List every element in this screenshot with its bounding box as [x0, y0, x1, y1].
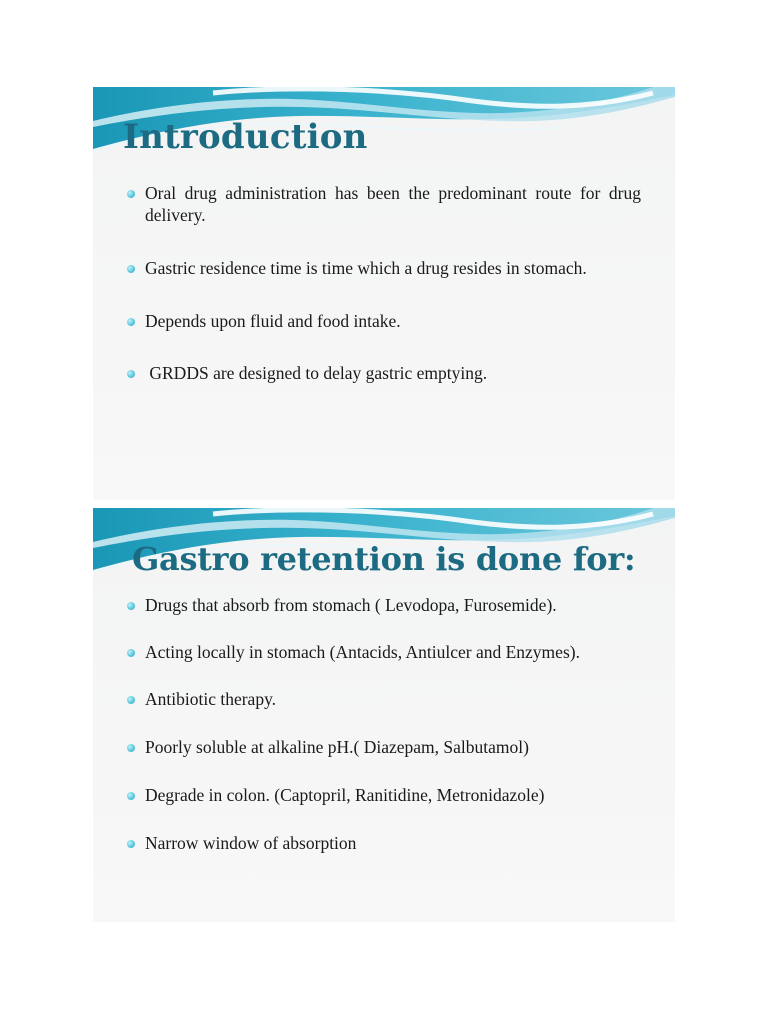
- slide-gastro-retention: [93, 508, 675, 922]
- bullet-icon: [127, 265, 135, 273]
- list-item: Narrow window of absorption: [127, 832, 641, 854]
- bullet-icon: [127, 696, 135, 704]
- bullet-icon: [127, 318, 135, 326]
- bullet-list: [127, 182, 641, 414]
- bullet-icon: [127, 602, 135, 610]
- list-item: Drugs that absorb from stomach ( Levodopa, Furosemide).: [127, 594, 641, 616]
- list-item: Oral drug administration has been the predominant route for drug delivery.: [127, 182, 641, 226]
- bullet-icon: [127, 370, 135, 378]
- slide-title: Introduction: [123, 117, 368, 157]
- bullet-icon: [127, 649, 135, 657]
- list-item: Gastric residence time is time which a drug resides in stomach.: [127, 257, 641, 279]
- bullet-icon: [127, 792, 135, 800]
- list-item: Degrade in colon. (Captopril, Ranitidine, Metronidazole): [127, 784, 641, 806]
- slide-introduction: [93, 87, 675, 500]
- bullet-icon: [127, 190, 135, 198]
- list-item: Poorly soluble at alkaline pH.( Diazepam, Salbutamol): [127, 736, 641, 758]
- list-item: Acting locally in stomach (Antacids, Antiulcer and Enzymes).: [127, 641, 641, 663]
- list-item: Depends upon fluid and food intake.: [127, 310, 641, 332]
- list-item: GRDDS are designed to delay gastric emptying.: [127, 362, 641, 384]
- slide-title: Gastro retention is done for:: [132, 540, 636, 578]
- bullet-icon: [127, 744, 135, 752]
- bullet-icon: [127, 840, 135, 848]
- bullet-list: [127, 594, 641, 880]
- list-item: Antibiotic therapy.: [127, 688, 641, 710]
